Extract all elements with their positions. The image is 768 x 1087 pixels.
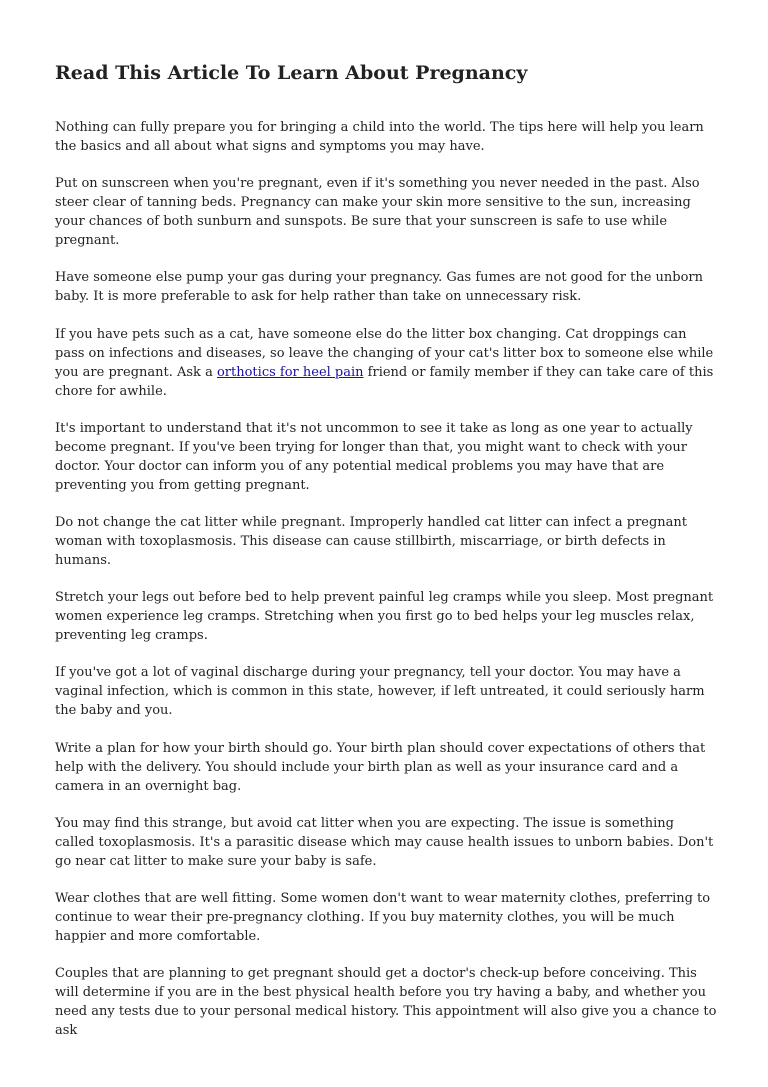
paragraph-toxoplasmosis: You may find this strange, but avoid cat litter when you are expecting. The issue is something called toxoplasmosis. It's a parasitic disease which may cause health issues to unborn babies. Don't go near cat litter to make sure your baby is safe. [55, 815, 714, 869]
paragraph-discharge: If you've got a lot of vaginal discharge during your pregnancy, tell your doctor. You may have a vaginal infection, which is common in this state, however, if left untreated, it could seriously harm the baby and you. [55, 665, 705, 719]
paragraph-gas: Have someone else pump your gas during your pregnancy. Gas fumes are not good for the unborn baby. It is more preferable to ask for help rather than take on unnecessary risk. [55, 270, 703, 305]
orthotics-link[interactable]: orthotics for heel pain [216, 364, 364, 380]
paragraph-leg-cramps: Stretch your legs out before bed to help prevent painful leg cramps while you sleep. Most pregnant women experience leg cramps. Stretching when you first go to bed helps your leg muscles relax, preventing leg cramps. [55, 590, 714, 644]
document-page [55, 58, 717, 1058]
paragraph-cat-litter: Do not change the cat litter while pregnant. Improperly handled cat litter can infect a pregnant woman with toxoplasmosis. This disease can cause stillbirth, miscarriage, or birth defects in humans. [55, 514, 688, 568]
paragraph-intro: Nothing can fully prepare you for bringing a child into the world. The tips here will help you learn the basics and all about what signs and symptoms you may have. [55, 120, 704, 154]
paragraph-conception-time: It's important to understand that it's not uncommon to see it take as long as one year to actually become pregnant. If you've been trying for longer than that, you might want to check with your doctor. Your doctor can inform you of any potential medical problems you may have that are preventing you from getting pregnant. [55, 420, 693, 493]
paragraph-sunscreen: Put on sunscreen when you're pregnant, even if it's something you never needed in the past. Also steer clear of tanning beds. Pregnancy can make your skin more sensitive to the sun, increasing your chances of both sunburn and sunspots. Be sure that your sunscreen is safe to use while pregnant. [55, 176, 700, 249]
paragraph-checkup: Couples that are planning to get pregnant should get a doctor's check-up before conceiving. This will determine if you are in the best physical health before you try having a baby, and whether you need any tests due to your personal medical history. This appointment will also give you a chance to ask [55, 966, 717, 1039]
paragraph-birth-plan: Write a plan for how your birth should go. Your birth plan should cover expectations of others that help with the delivery. You should include your birth plan as well as your insurance card and a camera in an overnight bag. [55, 740, 706, 794]
paragraph-pets [55, 325, 717, 401]
paragraph-pets-text-before: If you have pets such as a cat, have someone else do the litter box changing. Cat droppings can pass on infections and diseases, so leave the changing of your cat's litter box to someone else while you are pregnant. Ask a [55, 326, 714, 380]
paragraph-clothes: Wear clothes that are well fitting. Some women don't want to wear maternity clothes, preferring to continue to wear their pre-pregnancy clothing. If you buy maternity clothes, you will be much happier and more comfortable. [55, 890, 711, 944]
paragraph-pets-text-after: friend or family member if they can take care of this chore for awhile. [55, 364, 714, 399]
article-title: Read This Article To Learn About Pregnancy [55, 62, 528, 84]
